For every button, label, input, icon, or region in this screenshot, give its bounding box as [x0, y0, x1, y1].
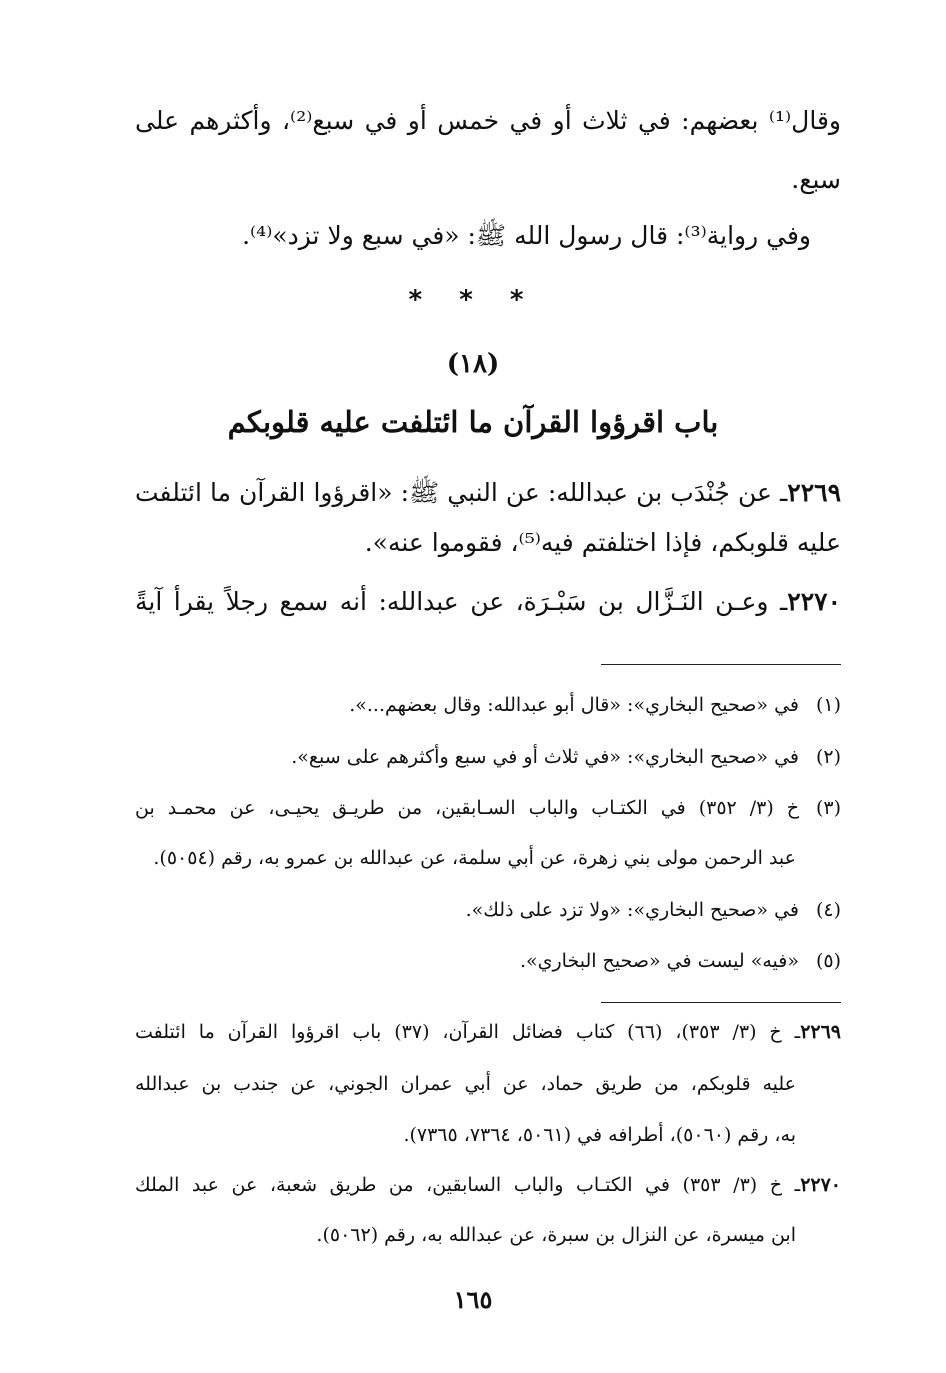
main-text-line-3: وفي رواية⁽³⁾: قال رسول الله ﷺ: «في سبع ولا تزد»⁽⁴⁾. [242, 221, 811, 250]
hadith-number: ٢٢٦٩ [787, 478, 841, 507]
main-text-line-1: وقال⁽¹⁾ بعضهم: في ثلاث أو في خمس أو في سبع⁽²⁾، وأكثرهم على [135, 106, 841, 135]
chapter-title: باب اقرؤوا القرآن ما ائتلفت عليه قلوبكم [227, 405, 719, 439]
hadith-text: ـ عن جُنْدَب بن عبدالله: عن النبي ﷺ: «اقرؤوا القرآن ما ائتلفت [135, 478, 788, 507]
takhrij-2269-line-2: عليه قلوبكم، من طريق حماد، عن أبي عمران الجوني، عن جندب بن عبدالله [135, 1073, 796, 1095]
takhrij-number: ٢٢٦٩ [800, 1021, 842, 1043]
hadith-2269-line-2: عليه قلوبكم، فإذا اختلفتم فيه⁽⁵⁾، فقوموا عنه». [364, 528, 841, 557]
footnote-3-line-2: عبد الرحمن مولى بني زهرة، عن أبي سلمة، عن عبدالله بن عمرو به، رقم (٥٠٥٤). [153, 847, 796, 869]
footnote-text: في «صحيح البخاري»: «ولا تزد على ذلك». [465, 899, 799, 921]
footnote-5 [135, 946, 841, 976]
hadith-text: ـ وعـن النَـزَّال بن سَبْـرَة، عن عبدالله: أنه سمع رجلاً يقرأ آيةً [135, 587, 788, 616]
footnote-2 [135, 742, 841, 772]
hadith-2270-line-1 [135, 585, 841, 619]
main-text-line-2: سبع. [791, 165, 841, 194]
takhrij-number: ٢٢٧٠ [800, 1174, 842, 1196]
takhrij-2269-line-1 [135, 1017, 841, 1047]
footnote-text: خ (٣/ ٣٥٢) في الكتـاب والباب السـابقين، من طريـق يحيـى، عن محمـد بن [135, 797, 799, 819]
footnote-1 [135, 690, 841, 720]
page-number: ١٦٥ [453, 1285, 493, 1314]
takhrij-text: ـ خ (٣/ ٣٥٣)، (٦٦) كتاب فضائل القرآن، (٣٧) باب اقرؤوا القرآن ما ائتلفت [135, 1021, 801, 1043]
footnote-3-line-1 [135, 793, 841, 823]
footnote-number: (٣) [815, 797, 841, 819]
takhrij-rule [601, 1002, 841, 1003]
footnote-text: «فيه» ليست في «صحيح البخاري». [519, 950, 799, 972]
takhrij-text: ـ خ (٣/ ٣٥٣) في الكتـاب والباب السابقين، من طريق شعبة، عن عبد الملك [135, 1174, 801, 1196]
footnote-4 [135, 895, 841, 925]
chapter-number: (١٨) [446, 349, 500, 379]
footnote-number: (٤) [815, 899, 841, 921]
footnote-number: (١) [815, 694, 841, 716]
footnote-text: في «صحيح البخاري»: «في ثلاث أو في سبع وأكثرهم على سبع». [291, 746, 799, 768]
footnote-rule [601, 664, 841, 665]
footnote-text: في «صحيح البخاري»: «قال أبو عبدالله: وقال بعضهم...». [349, 694, 799, 716]
footnote-number: (٥) [815, 950, 841, 972]
section-separator: * * * [408, 285, 538, 315]
takhrij-2269-line-3: به، رقم (٥٠٦٠)، أطرافه في (٥٠٦١، ٧٣٦٤، ٧٣٦٥). [403, 1124, 796, 1146]
hadith-2269-line-1 [135, 476, 841, 510]
footnote-number: (٢) [815, 746, 841, 768]
takhrij-2270-line-1 [135, 1170, 841, 1200]
hadith-number: ٢٢٧٠ [787, 587, 841, 616]
takhrij-2270-line-2: ابن ميسرة، عن النزال بن سبرة، عن عبدالله به، رقم (٥٠٦٢). [316, 1224, 796, 1246]
